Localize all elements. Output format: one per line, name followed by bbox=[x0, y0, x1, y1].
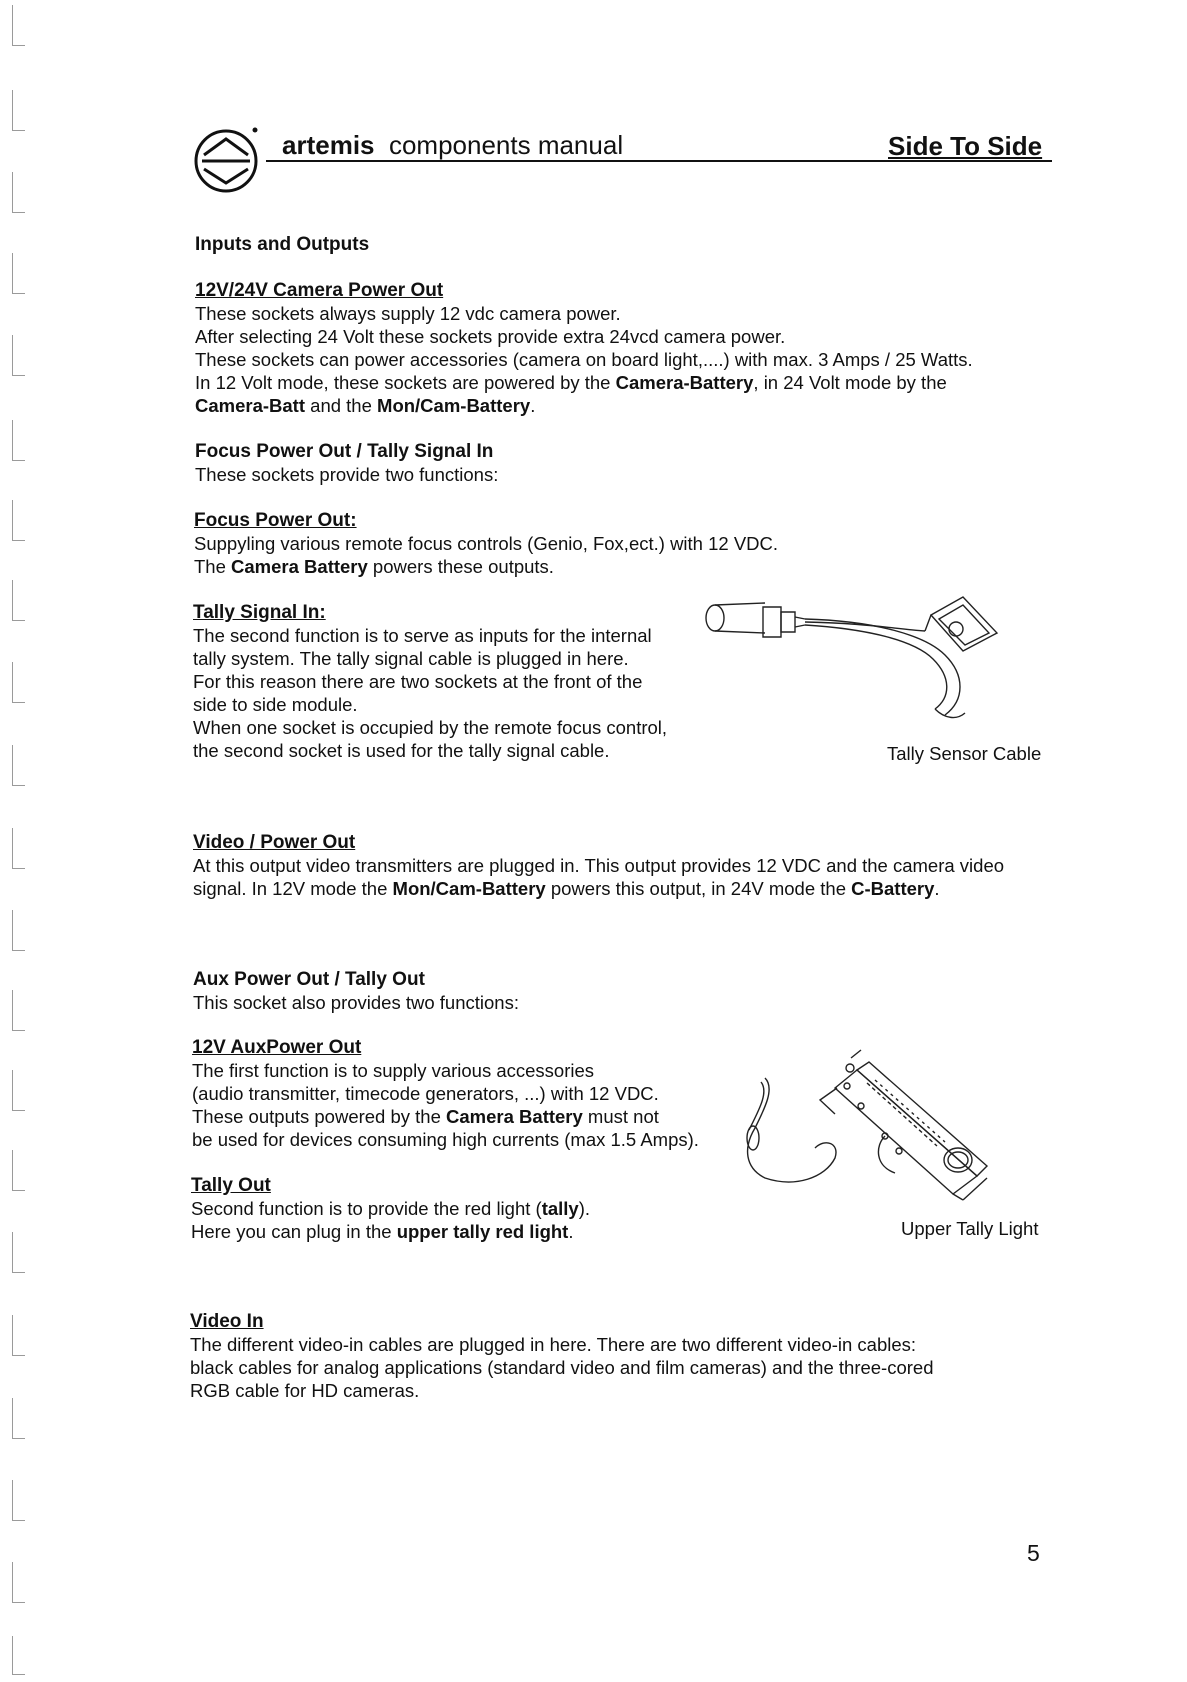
aux-12v-line1: The first function is to supply various accessories bbox=[192, 1060, 595, 1081]
video-power-title: Video / Power Out bbox=[193, 832, 356, 853]
binding-mark bbox=[12, 500, 25, 541]
tally-sensor-cable-figure bbox=[695, 595, 1035, 750]
binding-mark bbox=[12, 828, 25, 869]
aux-12v-line4: be used for devices consuming high currents (max 1.5 Amps). bbox=[192, 1129, 699, 1150]
binding-mark bbox=[12, 1636, 25, 1675]
video-power-line2 bbox=[193, 877, 940, 900]
focus-power-title: Focus Power Out: bbox=[194, 510, 357, 531]
text-run: . bbox=[530, 395, 536, 416]
text-run: powers these outputs. bbox=[367, 556, 554, 577]
tally-sensor-cable-caption: Tally Sensor Cable bbox=[887, 743, 1042, 764]
binding-mark bbox=[12, 1232, 25, 1273]
text-run-bold: tally bbox=[541, 1198, 579, 1219]
text-run: Second function is to provide the red light ( bbox=[191, 1198, 542, 1219]
binding-mark bbox=[12, 910, 25, 951]
text-run-bold: upper tally red light bbox=[396, 1221, 569, 1242]
upper-tally-light-caption: Upper Tally Light bbox=[901, 1218, 1039, 1239]
text-run-bold: Camera Battery bbox=[231, 556, 368, 577]
text-run: . bbox=[568, 1221, 574, 1242]
focus-tally-line1: These sockets provide two functions: bbox=[195, 464, 499, 485]
tally-signal-line: For this reason there are two sockets at the front of the bbox=[193, 671, 643, 692]
header-rule bbox=[266, 160, 1052, 162]
tally-signal-line: When one socket is occupied by the remote focus control, bbox=[193, 717, 668, 738]
camera-power-line4 bbox=[195, 371, 947, 394]
aux-12v-line2: (audio transmitter, timecode generators, ...) with 12 VDC. bbox=[192, 1083, 659, 1104]
tally-out-line1 bbox=[191, 1197, 590, 1220]
binding-mark bbox=[12, 172, 25, 213]
camera-power-title: 12V/24V Camera Power Out bbox=[195, 280, 444, 301]
aux-12v-title: 12V AuxPower Out bbox=[192, 1037, 362, 1058]
video-in-title: Video In bbox=[190, 1311, 264, 1332]
text-run: Here you can plug in the bbox=[191, 1221, 397, 1242]
video-in-line1: The different video-in cables are plugged in here. There are two different video-in cables: bbox=[190, 1334, 917, 1355]
focus-power-line2 bbox=[194, 555, 554, 578]
text-run: . bbox=[934, 878, 940, 899]
aux-power-line1: This socket also provides two functions: bbox=[193, 992, 519, 1013]
video-power-line1: At this output video transmitters are plugged in. This output provides 12 VDC and the camera video bbox=[193, 855, 1005, 876]
text-run: must not bbox=[582, 1106, 659, 1127]
aux-power-title: Aux Power Out / Tally Out bbox=[193, 969, 425, 990]
binding-mark bbox=[12, 1070, 25, 1111]
upper-tally-light-icon bbox=[725, 1048, 995, 1223]
aux-12v-line3 bbox=[192, 1105, 659, 1128]
text-run: and the bbox=[305, 395, 378, 416]
text-run: , in 24 Volt mode by the bbox=[753, 372, 947, 393]
text-run-bold: Camera-Batt bbox=[195, 395, 306, 416]
binding-mark bbox=[12, 990, 25, 1031]
text-run: These outputs powered by the bbox=[192, 1106, 447, 1127]
camera-power-line3: These sockets can power accessories (camera on board light,....) with max. 3 Amps / 25 Watts. bbox=[195, 349, 973, 370]
binding-mark bbox=[12, 335, 25, 376]
text-run-bold: Mon/Cam-Battery bbox=[392, 878, 546, 899]
tally-signal-line: The second function is to serve as inputs for the internal bbox=[193, 625, 652, 646]
tally-signal-title: Tally Signal In: bbox=[193, 602, 326, 623]
binding-mark bbox=[12, 1562, 25, 1603]
video-in-line2: black cables for analog applications (standard video and film cameras) and the three-cored bbox=[190, 1357, 934, 1378]
binding-mark bbox=[12, 580, 25, 621]
focus-power-line1: Suppyling various remote focus controls (Genio, Fox,ect.) with 12 VDC. bbox=[194, 533, 779, 554]
tally-signal-line: side to side module. bbox=[193, 694, 358, 715]
text-run: In 12 Volt mode, these sockets are powered by the bbox=[195, 372, 616, 393]
text-run-bold: Mon/Cam-Battery bbox=[377, 395, 531, 416]
page-number: 5 bbox=[1027, 1540, 1040, 1566]
artemis-logo bbox=[192, 125, 262, 200]
text-run: The bbox=[194, 556, 232, 577]
video-in-line3: RGB cable for HD cameras. bbox=[190, 1380, 420, 1401]
brand-rest: components manual bbox=[388, 130, 624, 160]
binding-mark bbox=[12, 5, 25, 46]
tally-sensor-cable-icon bbox=[695, 595, 1035, 745]
camera-power-line2: After selecting 24 Volt these sockets provide extra 24vcd camera power. bbox=[195, 326, 786, 347]
artemis-logo-icon bbox=[192, 125, 262, 195]
text-run-bold: Camera-Battery bbox=[615, 372, 754, 393]
binding-mark bbox=[12, 90, 25, 131]
tally-signal-line: the second socket is used for the tally signal cable. bbox=[193, 740, 610, 761]
focus-tally-title: Focus Power Out / Tally Signal In bbox=[195, 441, 494, 462]
text-run: ). bbox=[578, 1198, 591, 1219]
text-run-bold: C-Battery bbox=[851, 878, 935, 899]
text-run-bold: Camera Battery bbox=[446, 1106, 583, 1127]
binding-mark bbox=[12, 1398, 25, 1439]
brand-bold: artemis bbox=[282, 130, 375, 160]
binding-mark bbox=[12, 1315, 25, 1356]
tally-out-line2 bbox=[191, 1220, 574, 1243]
binding-mark bbox=[12, 745, 25, 786]
camera-power-line5 bbox=[195, 394, 535, 417]
text-run: powers this output, in 24V mode the bbox=[545, 878, 852, 899]
text-run: signal. In 12V mode the bbox=[193, 878, 393, 899]
upper-tally-light-figure bbox=[725, 1048, 995, 1228]
binding-mark bbox=[12, 1150, 25, 1191]
binding-mark bbox=[12, 253, 25, 294]
camera-power-line1: These sockets always supply 12 vdc camera power. bbox=[195, 303, 621, 324]
binding-mark bbox=[12, 1480, 25, 1521]
brand-name bbox=[282, 130, 623, 161]
tally-out-title: Tally Out bbox=[191, 1175, 271, 1196]
main-heading: Inputs and Outputs bbox=[195, 234, 370, 255]
binding-mark bbox=[12, 662, 25, 703]
tally-signal-line: tally system. The tally signal cable is plugged in here. bbox=[193, 648, 629, 669]
binding-mark bbox=[12, 420, 25, 461]
section-title: Side To Side bbox=[888, 131, 1043, 161]
